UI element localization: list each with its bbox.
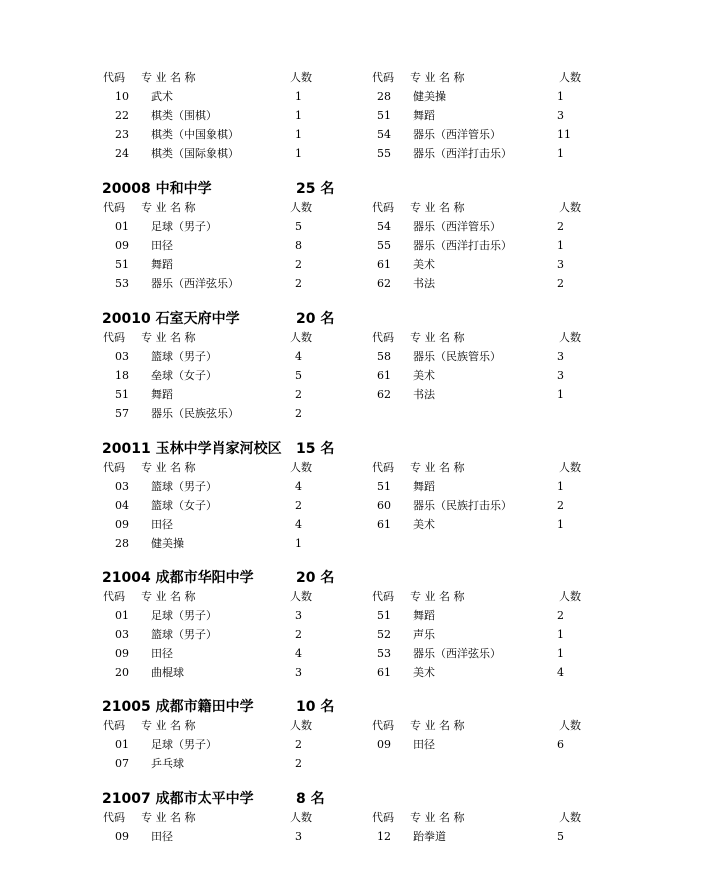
major-name: 器乐（西洋管乐） xyxy=(413,128,501,141)
major-name: 器乐（西洋打击乐） xyxy=(413,147,512,160)
header-code: 代码 xyxy=(372,331,394,344)
header-count: 人数 xyxy=(559,590,581,603)
major-code: 61 xyxy=(377,518,391,531)
major-name: 器乐（西洋打击乐） xyxy=(413,239,512,252)
major-count: 2 xyxy=(295,738,302,751)
header-count: 人数 xyxy=(290,590,312,603)
major-count: 5 xyxy=(295,369,302,382)
header-name: 专 业 名 称 xyxy=(141,811,196,824)
major-name: 书法 xyxy=(413,277,435,290)
major-name: 健美操 xyxy=(413,90,446,103)
major-name: 美术 xyxy=(413,518,435,531)
major-count: 1 xyxy=(557,480,564,493)
major-name: 足球（男子） xyxy=(151,738,217,751)
major-name: 舞蹈 xyxy=(151,388,173,401)
school-title xyxy=(102,790,325,808)
major-code: 01 xyxy=(115,609,129,622)
major-code: 24 xyxy=(115,147,129,160)
major-count: 6 xyxy=(557,738,564,751)
header-count: 人数 xyxy=(559,201,581,214)
major-count: 1 xyxy=(557,388,564,401)
major-code: 09 xyxy=(115,518,129,531)
header-count: 人数 xyxy=(290,811,312,824)
major-code: 03 xyxy=(115,350,129,363)
major-code: 28 xyxy=(377,90,391,103)
header-count: 人数 xyxy=(559,71,581,84)
header-name: 专 业 名 称 xyxy=(141,719,196,732)
major-name: 舞蹈 xyxy=(151,258,173,271)
column-header-row xyxy=(0,587,705,606)
major-code: 09 xyxy=(377,738,391,751)
table-row xyxy=(0,366,705,385)
major-count: 4 xyxy=(557,666,564,679)
header-code: 代码 xyxy=(103,461,125,474)
major-code: 53 xyxy=(377,647,391,660)
major-code: 07 xyxy=(115,757,129,770)
major-count: 1 xyxy=(295,147,302,160)
header-code: 代码 xyxy=(372,590,394,603)
school-title xyxy=(102,569,335,587)
header-count: 人数 xyxy=(290,71,312,84)
major-name: 舞蹈 xyxy=(413,109,435,122)
header-code: 代码 xyxy=(103,201,125,214)
major-count: 3 xyxy=(295,666,302,679)
school-name: 20010 石室天府中学 xyxy=(102,311,240,327)
major-count: 2 xyxy=(295,388,302,401)
major-code: 58 xyxy=(377,350,391,363)
major-code: 61 xyxy=(377,369,391,382)
major-count: 5 xyxy=(295,220,302,233)
major-count: 8 xyxy=(295,239,302,252)
school-name: 20011 玉林中学肖家河校区 xyxy=(102,441,282,457)
major-count: 1 xyxy=(557,647,564,660)
header-count: 人数 xyxy=(290,201,312,214)
header-count: 人数 xyxy=(559,719,581,732)
school-title xyxy=(102,698,335,716)
header-name: 专 业 名 称 xyxy=(410,461,465,474)
header-name: 专 业 名 称 xyxy=(410,590,465,603)
major-count: 1 xyxy=(557,518,564,531)
major-code: 51 xyxy=(377,480,391,493)
header-code: 代码 xyxy=(103,719,125,732)
school-quota: 8 名 xyxy=(296,791,325,807)
header-name: 专 业 名 称 xyxy=(410,201,465,214)
major-code: 51 xyxy=(377,109,391,122)
header-code: 代码 xyxy=(372,461,394,474)
major-name: 器乐（民族打击乐） xyxy=(413,499,512,512)
header-code: 代码 xyxy=(103,71,125,84)
major-name: 棋类（中国象棋） xyxy=(151,128,239,141)
major-count: 4 xyxy=(295,350,302,363)
major-count: 3 xyxy=(557,109,564,122)
major-name: 健美操 xyxy=(151,537,184,550)
school-name: 20008 中和中学 xyxy=(102,181,212,197)
major-name: 美术 xyxy=(413,666,435,679)
major-code: 51 xyxy=(377,609,391,622)
major-code: 01 xyxy=(115,220,129,233)
table-row xyxy=(0,496,705,515)
major-count: 2 xyxy=(295,499,302,512)
major-code: 10 xyxy=(115,90,129,103)
table-row xyxy=(0,625,705,644)
major-count: 2 xyxy=(557,277,564,290)
major-code: 57 xyxy=(115,407,129,420)
table-row xyxy=(0,515,705,534)
major-code: 01 xyxy=(115,738,129,751)
major-count: 4 xyxy=(295,518,302,531)
header-count: 人数 xyxy=(559,811,581,824)
major-name: 美术 xyxy=(413,369,435,382)
header-name: 专 业 名 称 xyxy=(410,331,465,344)
column-header-row xyxy=(0,808,705,827)
major-count: 1 xyxy=(295,537,302,550)
major-count: 1 xyxy=(557,628,564,641)
major-code: 55 xyxy=(377,147,391,160)
major-count: 1 xyxy=(295,90,302,103)
major-name: 篮球（女子） xyxy=(151,499,217,512)
school-title xyxy=(102,180,335,198)
table-row xyxy=(0,644,705,663)
major-count: 2 xyxy=(557,220,564,233)
major-count: 4 xyxy=(295,480,302,493)
major-name: 田径 xyxy=(151,647,173,660)
header-count: 人数 xyxy=(290,719,312,732)
major-count: 2 xyxy=(557,499,564,512)
school-quota: 20 名 xyxy=(296,311,335,327)
major-count: 1 xyxy=(295,109,302,122)
major-name: 田径 xyxy=(151,239,173,252)
major-code: 09 xyxy=(115,647,129,660)
major-code: 54 xyxy=(377,220,391,233)
table-row xyxy=(0,106,705,125)
table-row xyxy=(0,663,705,682)
major-count: 3 xyxy=(557,350,564,363)
school-quota: 15 名 xyxy=(296,441,335,457)
major-count: 1 xyxy=(557,239,564,252)
major-name: 足球（男子） xyxy=(151,609,217,622)
header-count: 人数 xyxy=(290,461,312,474)
major-name: 篮球（男子） xyxy=(151,628,217,641)
column-header-row xyxy=(0,458,705,477)
header-code: 代码 xyxy=(372,71,394,84)
header-name: 专 业 名 称 xyxy=(141,590,196,603)
major-name: 篮球（男子） xyxy=(151,350,217,363)
major-name: 器乐（民族管乐） xyxy=(413,350,501,363)
header-code: 代码 xyxy=(103,590,125,603)
major-name: 田径 xyxy=(151,518,173,531)
table-row xyxy=(0,754,705,773)
major-code: 09 xyxy=(115,239,129,252)
header-code: 代码 xyxy=(372,811,394,824)
major-name: 棋类（国际象棋） xyxy=(151,147,239,160)
header-code: 代码 xyxy=(372,719,394,732)
major-code: 18 xyxy=(115,369,129,382)
table-row xyxy=(0,125,705,144)
table-row xyxy=(0,827,705,846)
major-name: 舞蹈 xyxy=(413,480,435,493)
major-name: 武术 xyxy=(151,90,173,103)
major-count: 2 xyxy=(295,757,302,770)
major-name: 美术 xyxy=(413,258,435,271)
table-row xyxy=(0,735,705,754)
table-row xyxy=(0,274,705,293)
major-name: 舞蹈 xyxy=(413,609,435,622)
table-row xyxy=(0,385,705,404)
major-name: 田径 xyxy=(151,830,173,843)
column-header-row xyxy=(0,198,705,217)
major-count: 1 xyxy=(295,128,302,141)
table-row xyxy=(0,255,705,274)
major-code: 23 xyxy=(115,128,129,141)
table-row xyxy=(0,347,705,366)
header-count: 人数 xyxy=(559,331,581,344)
header-name: 专 业 名 称 xyxy=(141,331,196,344)
school-quota: 10 名 xyxy=(296,699,335,715)
major-code: 61 xyxy=(377,258,391,271)
school-quota: 25 名 xyxy=(296,181,335,197)
major-count: 3 xyxy=(557,369,564,382)
major-code: 55 xyxy=(377,239,391,252)
major-code: 51 xyxy=(115,258,129,271)
major-count: 2 xyxy=(295,258,302,271)
header-name: 专 业 名 称 xyxy=(141,201,196,214)
major-count: 2 xyxy=(295,407,302,420)
header-count: 人数 xyxy=(559,461,581,474)
header-name: 专 业 名 称 xyxy=(141,461,196,474)
major-code: 54 xyxy=(377,128,391,141)
header-code: 代码 xyxy=(103,331,125,344)
column-header-row xyxy=(0,328,705,347)
major-name: 器乐（西洋弦乐） xyxy=(413,647,501,660)
major-name: 垒球（女子） xyxy=(151,369,217,382)
school-name: 21004 成都市华阳中学 xyxy=(102,570,254,586)
major-count: 4 xyxy=(295,647,302,660)
header-code: 代码 xyxy=(103,811,125,824)
major-code: 60 xyxy=(377,499,391,512)
major-count: 2 xyxy=(295,628,302,641)
school-name: 21007 成都市太平中学 xyxy=(102,791,254,807)
major-code: 12 xyxy=(377,830,391,843)
major-code: 09 xyxy=(115,830,129,843)
major-code: 28 xyxy=(115,537,129,550)
header-name: 专 业 名 称 xyxy=(410,71,465,84)
major-code: 03 xyxy=(115,480,129,493)
major-count: 1 xyxy=(557,147,564,160)
major-code: 03 xyxy=(115,628,129,641)
table-row xyxy=(0,87,705,106)
major-count: 1 xyxy=(557,90,564,103)
header-name: 专 业 名 称 xyxy=(410,719,465,732)
column-header-row xyxy=(0,716,705,735)
table-row xyxy=(0,606,705,625)
column-header-row xyxy=(0,68,705,87)
major-name: 书法 xyxy=(413,388,435,401)
major-name: 乒乓球 xyxy=(151,757,184,770)
school-quota: 20 名 xyxy=(296,570,335,586)
major-name: 曲棍球 xyxy=(151,666,184,679)
major-code: 62 xyxy=(377,388,391,401)
major-name: 田径 xyxy=(413,738,435,751)
major-name: 器乐（西洋管乐） xyxy=(413,220,501,233)
header-code: 代码 xyxy=(372,201,394,214)
table-row xyxy=(0,217,705,236)
school-title xyxy=(102,310,335,328)
major-name: 足球（男子） xyxy=(151,220,217,233)
header-name: 专 业 名 称 xyxy=(141,71,196,84)
major-name: 篮球（男子） xyxy=(151,480,217,493)
major-name: 棋类（围棋） xyxy=(151,109,217,122)
major-code: 62 xyxy=(377,277,391,290)
major-code: 22 xyxy=(115,109,129,122)
table-row xyxy=(0,477,705,496)
table-row xyxy=(0,236,705,255)
table-row xyxy=(0,404,705,423)
major-name: 器乐（西洋弦乐） xyxy=(151,277,239,290)
major-code: 20 xyxy=(115,666,129,679)
school-name: 21005 成都市籍田中学 xyxy=(102,699,254,715)
table-row xyxy=(0,144,705,163)
major-code: 52 xyxy=(377,628,391,641)
major-code: 04 xyxy=(115,499,129,512)
major-count: 3 xyxy=(557,258,564,271)
header-name: 专 业 名 称 xyxy=(410,811,465,824)
table-row xyxy=(0,534,705,553)
major-name: 跆拳道 xyxy=(413,830,446,843)
major-count: 3 xyxy=(295,830,302,843)
major-count: 2 xyxy=(557,609,564,622)
major-count: 11 xyxy=(557,128,571,141)
major-name: 声乐 xyxy=(413,628,435,641)
major-code: 61 xyxy=(377,666,391,679)
major-code: 51 xyxy=(115,388,129,401)
school-title xyxy=(102,440,335,458)
major-count: 5 xyxy=(557,830,564,843)
major-count: 3 xyxy=(295,609,302,622)
major-name: 器乐（民族弦乐） xyxy=(151,407,239,420)
major-count: 2 xyxy=(295,277,302,290)
major-code: 53 xyxy=(115,277,129,290)
header-count: 人数 xyxy=(290,331,312,344)
